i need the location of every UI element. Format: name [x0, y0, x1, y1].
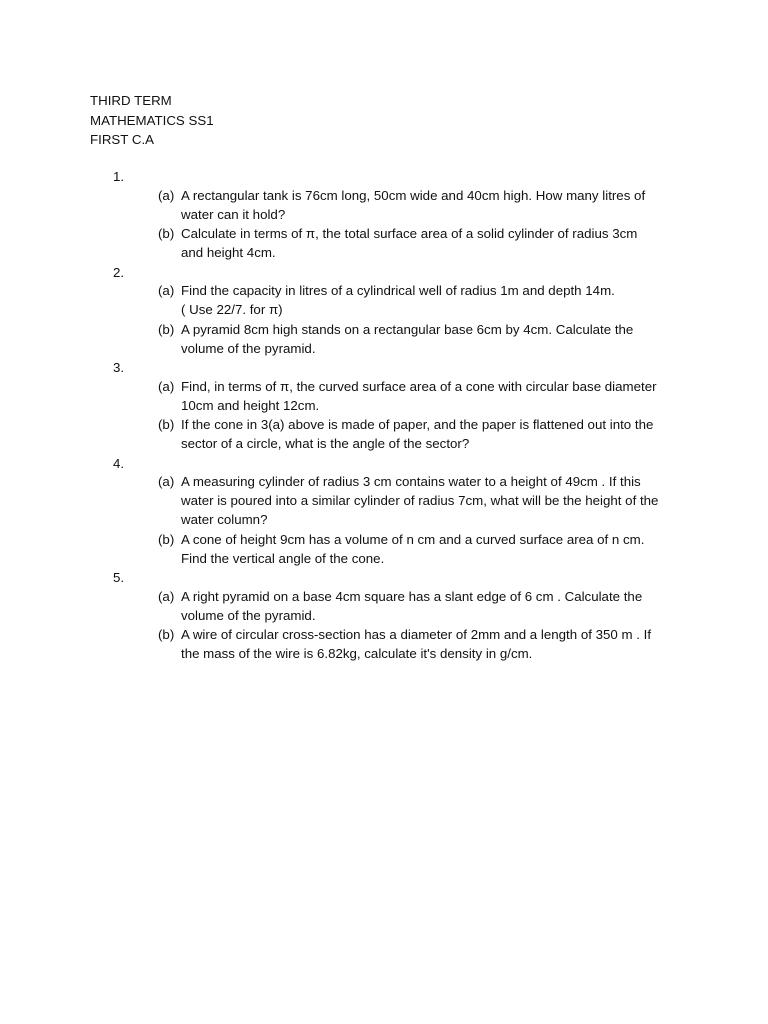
- part-label: (b): [158, 531, 175, 547]
- question-number: 1.: [113, 169, 125, 184]
- document-header: [90, 91, 214, 150]
- question-2: [0, 263, 768, 358]
- part-label: (b): [158, 627, 175, 642]
- part-text-line: water can it hold?: [181, 206, 286, 222]
- part-text-line: 10cm and height 12cm.: [181, 397, 320, 413]
- part-label: (a): [158, 187, 175, 203]
- part-text-line: Find the vertical angle of the cone.: [181, 550, 385, 566]
- part-label: (a): [158, 588, 175, 604]
- part-text-line: Find, in terms of π, the curved surface area of a cone with circular base diameter: [181, 378, 657, 394]
- part-text-line: A pyramid 8cm high stands on a rectangular base 6cm by 4cm. Calculate the: [181, 321, 634, 337]
- part-label: (a): [158, 283, 175, 298]
- part-text-line: Calculate in terms of π, the total surface area of a solid cylinder of radius 3cm: [181, 226, 638, 241]
- question-part: [0, 377, 768, 415]
- question-part: [0, 415, 768, 453]
- part-text-line: volume of the pyramid.: [181, 607, 316, 623]
- question-part: [0, 186, 768, 224]
- question-part: [0, 224, 768, 262]
- question-number: 3.: [113, 360, 125, 375]
- question-number: 2.: [113, 264, 125, 280]
- question-3: [0, 358, 768, 453]
- question-5: [0, 568, 768, 663]
- assessment-heading: FIRST C.A: [90, 132, 155, 147]
- question-part: [0, 530, 768, 568]
- part-text-line: water column?: [181, 512, 268, 527]
- part-text-line: If the cone in 3(a) above is made of paper, and the paper is flattened out into the: [181, 417, 654, 432]
- part-label: (a): [158, 378, 175, 394]
- part-label: (b): [158, 226, 175, 241]
- part-text-line: water is poured into a similar cylinder of radius 7cm, what will be the height of the: [181, 493, 659, 508]
- part-text-line: and height 4cm.: [181, 245, 276, 260]
- part-label: (a): [158, 474, 175, 489]
- question-list: [0, 167, 768, 664]
- part-text-line: A measuring cylinder of radius 3 cm contains water to a height of 49cm . If this: [181, 474, 641, 489]
- question-number: 5.: [113, 570, 125, 585]
- part-text-line: volume of the pyramid.: [181, 340, 316, 356]
- part-text-line: A rectangular tank is 76cm long, 50cm wide and 40cm high. How many litres of: [181, 187, 646, 203]
- part-text-line: the mass of the wire is 6.82kg, calculate it's density in g/cm.: [181, 646, 533, 661]
- subject-heading: MATHEMATICS SS1: [90, 112, 214, 128]
- question-part: [0, 281, 768, 319]
- question-number: 4.: [113, 455, 125, 471]
- question-4: [0, 454, 768, 568]
- part-text-line: sector of a circle, what is the angle of the sector?: [181, 436, 470, 451]
- part-label: (b): [158, 417, 175, 432]
- part-text-line: A wire of circular cross-section has a diameter of 2mm and a length of 350 m . If: [181, 627, 652, 642]
- question-part: [0, 320, 768, 358]
- part-text-line: Find the capacity in litres of a cylindrical well of radius 1m and depth 14m.: [181, 283, 615, 298]
- part-label: (b): [158, 321, 175, 337]
- part-text-line: A right pyramid on a base 4cm square has a slant edge of 6 cm . Calculate the: [181, 588, 643, 604]
- part-text-line: ( Use 22/7. for π): [181, 302, 283, 317]
- term-heading: THIRD TERM: [90, 93, 172, 108]
- question-part: [0, 472, 768, 529]
- part-text-line: A cone of height 9cm has a volume of n cm and a curved surface area of n cm.: [181, 531, 645, 547]
- question-part: [0, 587, 768, 625]
- question-1: [0, 167, 768, 262]
- question-part: [0, 625, 768, 663]
